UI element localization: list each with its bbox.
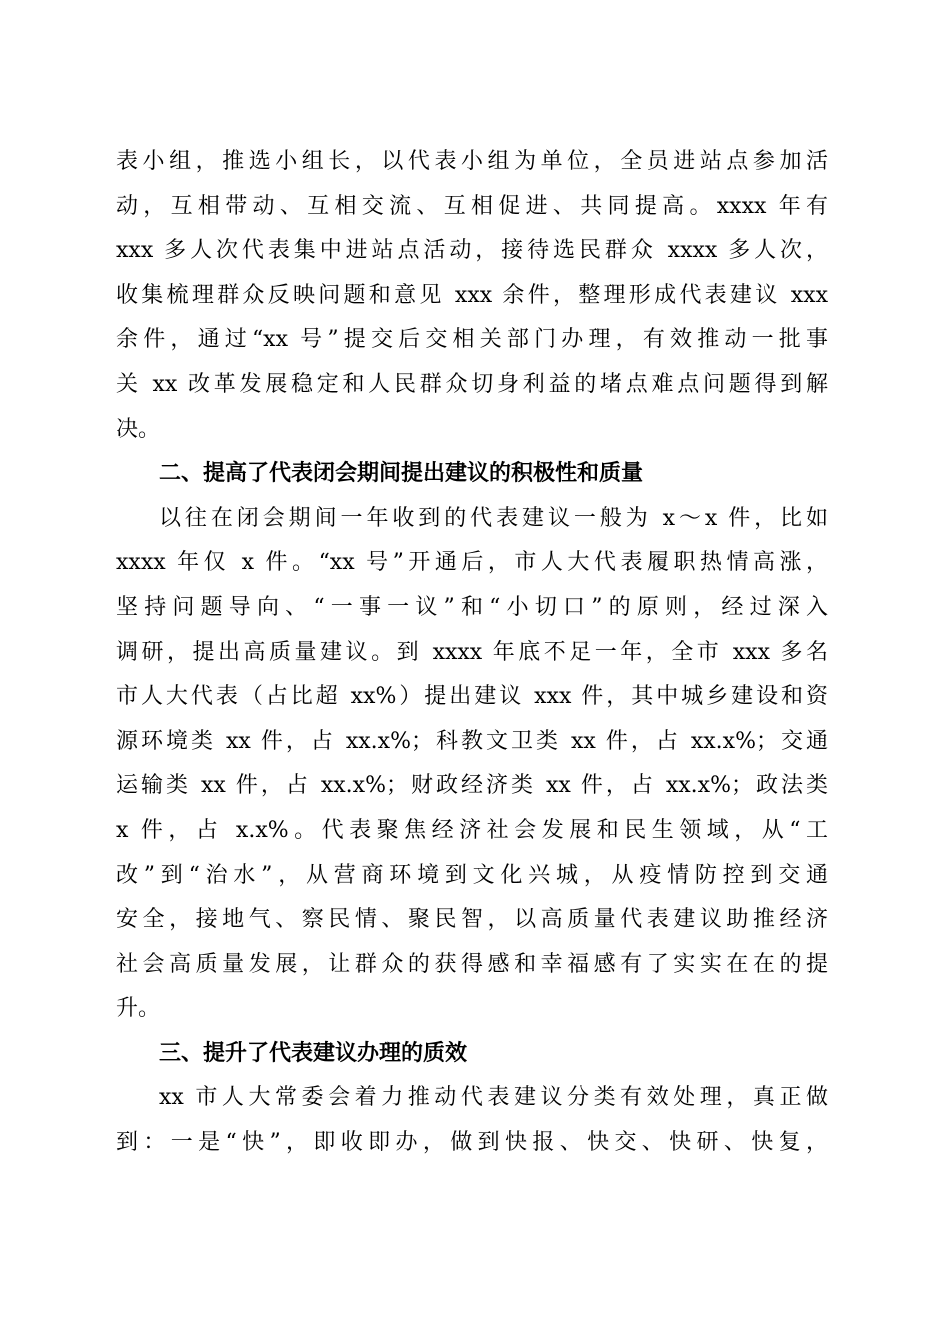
text-line: 社会高质量发展，让群众的获得感和幸福感有了实实在在的提 <box>116 951 828 977</box>
paragraph-3 <box>116 1076 828 1165</box>
text-line: xx 市人大常委会着力推动代表建议分类有效处理，真正做 <box>159 1085 828 1111</box>
paragraph-1 <box>116 140 828 452</box>
text-line: 改”到“治水”，从营商环境到文化兴城，从疫情防控到交通 <box>116 862 828 888</box>
text-line: 表小组，推选小组长，以代表小组为单位，全员进站点参加活 <box>116 149 828 174</box>
text-line: xxx 多人次代表集中进站点活动，接待选民群众 xxxx 多人次， <box>116 238 828 264</box>
text-line: 余件，通过“xx 号”提交后交相关部门办理，有效推动一批事 <box>116 327 828 353</box>
text-line: 市人大代表（占比超 xx%）提出建议 xxx 件，其中城乡建设和资 <box>116 684 828 710</box>
text-line: 以往在闭会期间一年收到的代表建议一般为 x～x 件，比如 <box>159 505 828 531</box>
text-line: 到：一是“快”，即收即办，做到快报、快交、快研、快复， <box>116 1130 828 1156</box>
text-line: 收集梳理群众反映问题和意见 xxx 余件，整理形成代表建议 xxx <box>116 282 828 308</box>
text-line: 动，互相带动、互相交流、互相促进、共同提高。xxxx 年有 <box>116 193 828 219</box>
text-line: 运输类 xx 件，占 xx.x%；财政经济类 xx 件，占 xx.x%；政法类 <box>116 773 828 799</box>
section-heading-3: 三、提升了代表建议办理的质效 <box>159 1040 468 1066</box>
text-line: xxxx 年仅 x 件。“xx 号”开通后，市人大代表履职热情高涨， <box>116 550 828 576</box>
paragraph-2 <box>116 497 828 1032</box>
text-line: 关 xx 改革发展稳定和人民群众切身利益的堵点难点问题得到解 <box>116 371 828 397</box>
text-line: 坚持问题导向、“一事一议”和“小切口”的原则，经过深入 <box>116 594 828 620</box>
text-line: 源环境类 xx 件，占 xx.x%；科教文卫类 xx 件，占 xx.x%；交通 <box>116 728 828 754</box>
text-line: 决。 <box>116 416 161 442</box>
text-line: 升。 <box>116 996 161 1022</box>
text-line: 调研，提出高质量建议。到 xxxx 年底不足一年，全市 xxx 多名 <box>116 639 828 665</box>
text-line: 安全，接地气、察民情、聚民智，以高质量代表建议助推经济 <box>116 907 828 933</box>
section-heading-2: 二、提高了代表闭会期间提出建议的积极性和质量 <box>159 461 644 487</box>
text-line: x 件，占 x.x%。代表聚焦经济社会发展和民生领域，从“工 <box>116 817 828 843</box>
document-page <box>116 140 828 1166</box>
